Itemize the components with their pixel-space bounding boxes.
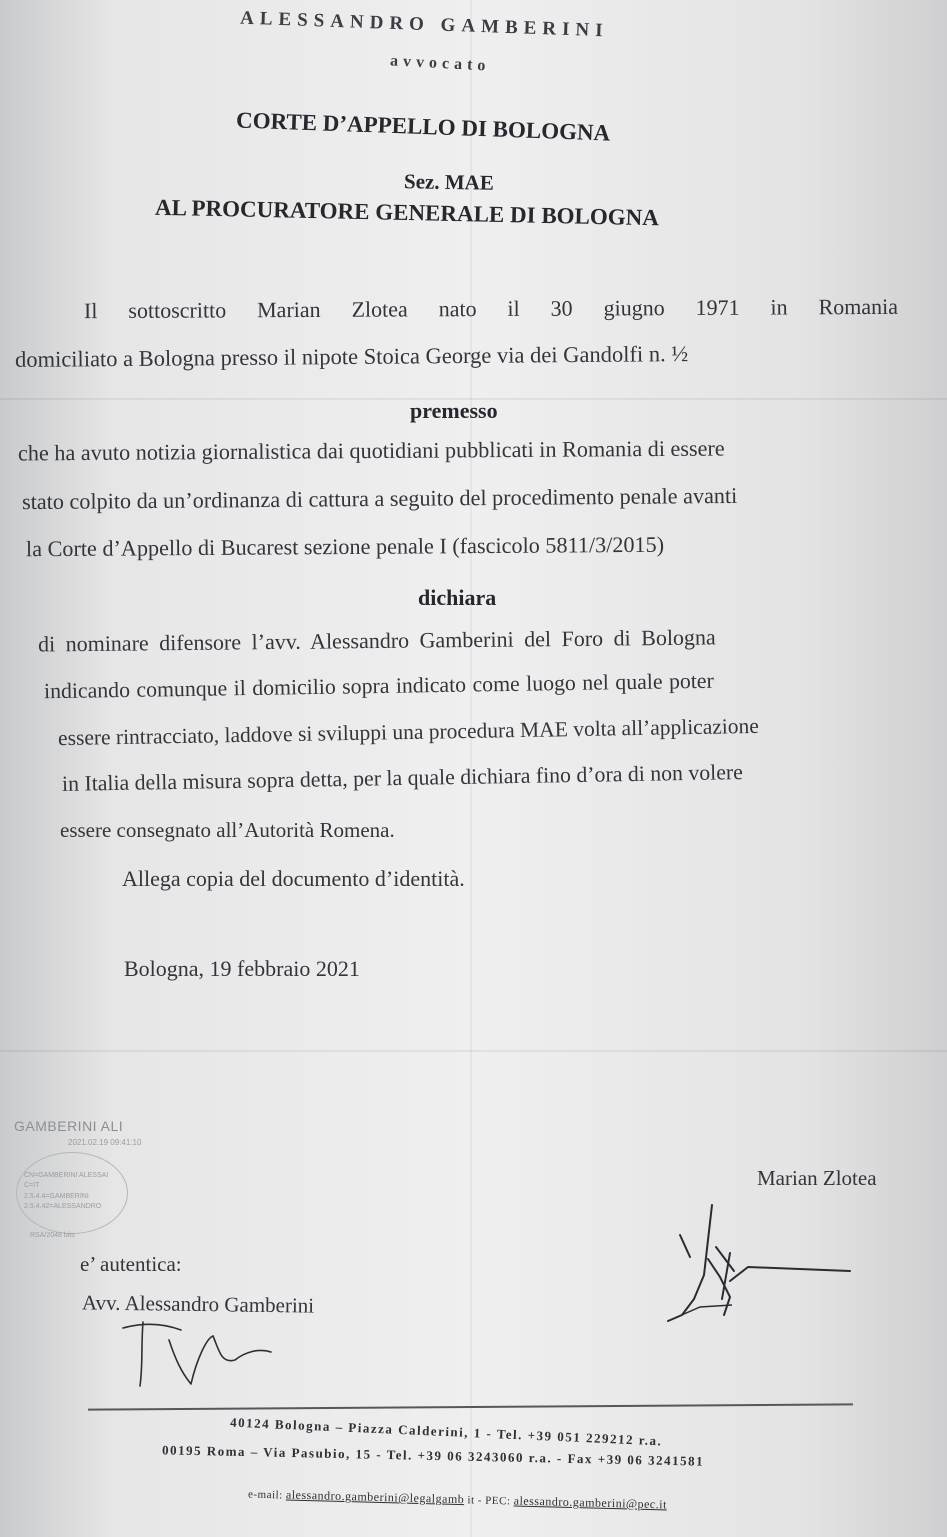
- intro-word: nato: [438, 296, 477, 322]
- intro-line-1: [84, 294, 898, 324]
- premesso-label: premesso: [410, 398, 498, 423]
- stamp-footer: RSA/2048 bits: [30, 1232, 75, 1239]
- signatory-name: Marian Zlotea: [757, 1166, 877, 1190]
- intro-word: Marian: [257, 296, 321, 323]
- intro-word: Il: [83, 298, 98, 324]
- intro-word: il: [507, 295, 520, 321]
- intro-word: Romania: [818, 293, 899, 320]
- intro-word: sottoscritto: [128, 297, 227, 323]
- stamp-line: C=IT: [24, 1182, 40, 1189]
- intro-word: giugno: [603, 295, 665, 321]
- footer-roma: 00195 Roma – Via Pasubio, 15 - Tel. +39 06 3243060 r.a. - Fax +39 06 3241581: [161, 1442, 705, 1469]
- premesso-line: che ha avuto notizia giornalistica dai quotidiani pubblicati in Romania di essere: [17, 435, 725, 466]
- stamp-line: CN=GAMBERINI ALESSAI: [24, 1172, 109, 1179]
- dichiara-line: essere consegnato all’Autorità Romena.: [60, 818, 395, 842]
- dichiara-label: dichiara: [418, 585, 497, 610]
- stamp-line: 2.5.4.4=GAMBERINI: [24, 1193, 89, 1200]
- lawyer-signature: [95, 1300, 285, 1395]
- dichiara-line: di nominare difensore l’avv. Alessandro Gamberini del Foro di Bologna: [37, 624, 716, 657]
- section-heading: Sez. MAE: [403, 169, 495, 195]
- pec-link[interactable]: alessandro.gamberini@pec.it: [513, 1493, 668, 1512]
- email-link[interactable]: alessandro.gamberini@legalgamb: [285, 1487, 465, 1507]
- attachment-note: Allega copia del documento d’identità.: [122, 866, 465, 891]
- date-place: Bologna, 19 febbraio 2021: [124, 956, 360, 981]
- premesso-line: la Corte d’Appello di Bucarest sezione penale I (fascicolo 5811/3/2015): [25, 531, 665, 562]
- dichiara-line: indicando comunque il domicilio sopra indicato come luogo nel quale poter: [43, 668, 714, 704]
- court-heading: CORTE D’APPELLO DI BOLOGNA: [235, 107, 611, 146]
- footer-contacts: [248, 1487, 667, 1513]
- stamp-timestamp: 2021.02.19 09:41:10: [68, 1138, 142, 1147]
- client-signature: [660, 1195, 860, 1335]
- email-tail: it -: [467, 1494, 483, 1507]
- authentication-label: e’ autentica:: [80, 1252, 182, 1276]
- footer-bologna: 40124 Bologna – Piazza Calderini, 1 - Tel. +39 051 229212 r.a.: [229, 1414, 663, 1449]
- intro-word: 30: [550, 295, 573, 321]
- intro-line-2: domiciliato a Bologna presso il nipote Stoica George via dei Gandolfi n. ½: [14, 341, 689, 372]
- lawyer-name: Avv. Alessandro Gamberini: [81, 1290, 315, 1318]
- premesso-line: stato colpito da un’ordinanza di cattura a seguito del procedimento penale avanti: [21, 482, 738, 515]
- intro-word: in: [770, 294, 788, 320]
- stamp-line: 2.5.4.42=ALESSANDRO: [24, 1203, 102, 1210]
- fold-line: [0, 1050, 947, 1052]
- stamp-title: GAMBERINI ALI: [14, 1118, 124, 1134]
- dichiara-line: in Italia della misura sopra detta, per la quale dichiara fino d’ora di non volere: [61, 760, 744, 796]
- intro-word: Zlotea: [351, 296, 408, 322]
- letterhead-role: avvocato: [389, 52, 491, 75]
- recipient-heading: AL PROCURATORE GENERALE DI BOLOGNA: [154, 194, 660, 231]
- pec-label: PEC:: [485, 1494, 511, 1508]
- email-label: e-mail:: [247, 1488, 283, 1502]
- letterhead-name: ALESSANDRO GAMBERINI: [239, 7, 609, 42]
- intro-word: 1971: [695, 294, 740, 320]
- digital-signature-stamp: [10, 1112, 160, 1242]
- dichiara-line: essere rintracciato, laddove si sviluppi una procedura MAE volta all’applicazione: [57, 713, 760, 751]
